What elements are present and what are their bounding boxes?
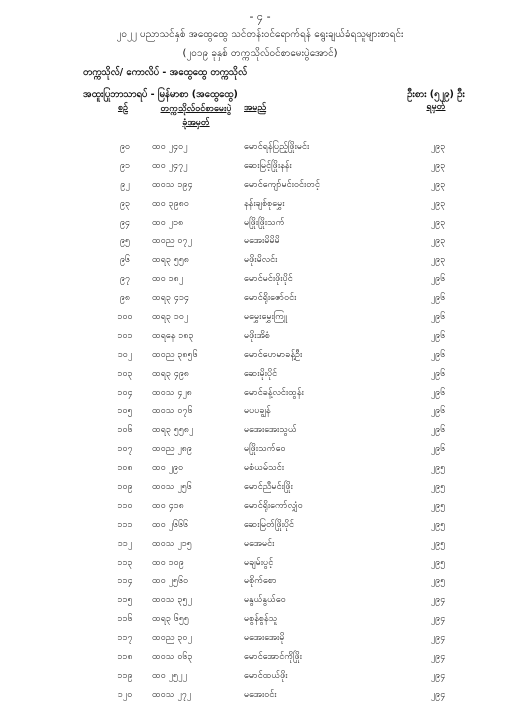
serial-cell: ၁၁၁ [117, 519, 133, 530]
score-cell: ၂၉၆ [430, 349, 446, 360]
table-row [0, 518, 520, 537]
roll-cell: ထဝ ၂၉၀ [152, 463, 184, 474]
table-row [0, 537, 520, 556]
table-row [0, 461, 520, 480]
score-cell: ၂၉၆ [430, 444, 446, 455]
table-row [0, 310, 520, 329]
serial-cell: ၁၀၃ [117, 368, 133, 379]
roll-cell: ထဝသ ၃၅၂ [152, 595, 192, 606]
score-cell: ၂၉၄ [430, 595, 446, 606]
table-row [0, 612, 520, 631]
table-row [0, 329, 520, 348]
name-cell: မချမ်းပွင့် [244, 557, 274, 568]
roll-cell: ထဝသ ၀၇၆ [152, 406, 193, 417]
score-cell: ၂၉၆ [430, 274, 446, 285]
serial-cell: ၉၀ [119, 142, 131, 152]
score-cell: ၂၉၆ [430, 293, 446, 304]
serial-cell: ၁၁၀ [117, 500, 133, 511]
table-row [0, 178, 520, 197]
serial-cell: ၁၁၇ [117, 633, 133, 644]
serial-cell: ၁၁၉ [117, 670, 133, 681]
roll-cell: ထဝည ၀၇၂ [152, 236, 192, 247]
name-cell: မောင်ထယ်ဖိုး [244, 670, 288, 681]
roll-cell: ထဝသ ၀၆၃ [152, 652, 193, 663]
score-cell: ၂၉၅ [430, 463, 446, 474]
table-row [0, 593, 520, 612]
name-cell: မစိုက်စော [244, 576, 277, 587]
university-heading: တက္ကသိုလ်/ ကောလိပ် - အထွေထွေ တက္ကသိုလ် [83, 67, 248, 78]
table-row [0, 234, 520, 253]
serial-cell: ၉၅ [119, 236, 131, 247]
roll-cell: ထရ၃ ၄၉၈ [152, 368, 190, 379]
name-cell: ဆေးမြင့်ဖြိုးနန်း [244, 160, 292, 171]
score-cell: ၂၉၃ [430, 142, 446, 152]
serial-column-header: စဉ် [117, 103, 129, 113]
roll-cell: ထဝ ၂၅၂၂ [152, 670, 187, 681]
table-row [0, 688, 520, 707]
score-cell: ၂၉၅ [430, 538, 446, 549]
serial-cell: ၁၂၀ [117, 689, 133, 700]
name-cell: ဆေးမြတ်ဖြိုးပိုင် [244, 519, 295, 530]
table-row [0, 650, 520, 669]
serial-cell: ၁၀၈ [117, 463, 133, 474]
roll-cell: ထဝသ ၂၁၅ [152, 538, 192, 549]
roll-cell: ထဝ ၂၅၆၀ [152, 576, 189, 587]
table-row [0, 159, 520, 178]
serial-cell: ၁၁၂ [117, 538, 133, 549]
serial-cell: ၉၄ [119, 217, 131, 228]
name-cell: မနွယ်နွယ်ဝေ [244, 595, 286, 606]
score-cell: ၂၉၆ [430, 387, 446, 398]
roll-cell: ထဝ ၄၁၈ [152, 500, 184, 511]
table-row [0, 367, 520, 386]
roll-cell: ထဝ ၂၄၀၂ [152, 142, 188, 152]
name-cell: မအေးဝင်း [244, 689, 277, 700]
table-row [0, 140, 520, 159]
name-cell: မဖြိုးသက်ဝေ [244, 444, 286, 455]
table-row [0, 386, 520, 405]
roll-cell: ထရ၃ ၁၀၂ [152, 312, 189, 323]
name-cell: မဖိုးမိလင်း [244, 255, 278, 266]
name-cell: မောင်ရိုးကော်လျှံဝ [244, 500, 303, 511]
table-row [0, 499, 520, 518]
table-row [0, 348, 520, 367]
score-cell: ၂၉၅ [430, 557, 446, 568]
score-cell: ၂၉၅ [430, 482, 446, 493]
serial-cell: ၁၀၉ [117, 482, 133, 493]
score-column-header: ရမှတ် [426, 102, 446, 112]
serial-cell: ၁၀၄ [117, 387, 133, 398]
serial-cell: ၁၁၈ [117, 652, 133, 663]
serial-cell: ၁၀၂ [117, 349, 133, 360]
name-cell: မဖိုးအိစံ [244, 330, 270, 341]
name-cell: မဖြိုးဖြိုးသက် [244, 217, 285, 228]
roll-cell: ထရ၃ ၅၅၈ [152, 255, 190, 266]
table-row [0, 480, 520, 499]
name-cell: မောင်ခန့်လင်းထွန်း [244, 387, 304, 398]
roll-cell: ထရ၃ ၅၅၈၂ [152, 425, 194, 436]
score-cell: ၂၉၆ [430, 425, 446, 436]
serial-cell: ၁၁၅ [117, 595, 133, 606]
major-heading: အထူးပြုဘာသာရပ် - မြန်မာစာ (အထွေထွေ) [83, 89, 238, 100]
score-cell: ၂၉၃ [430, 255, 446, 266]
table-row [0, 404, 520, 423]
score-cell: ၂၉၄ [430, 652, 446, 663]
score-cell: ၂၉၃ [430, 179, 446, 190]
serial-cell: ၉၁ [119, 160, 131, 171]
score-cell: ၂၉၅ [430, 519, 446, 530]
roll-cell: ထဝ ၁၀၉ [152, 557, 184, 568]
serial-cell: ၉၇ [119, 274, 131, 285]
table-row [0, 197, 520, 216]
roll-cell: ထဝသ ၄၂၈ [152, 387, 192, 398]
score-cell: ၂၉၆ [430, 312, 446, 323]
score-cell: ၂၉၄ [430, 670, 446, 681]
name-cell: မောင်ရန်ပြည့်ဖြိုးမင်း [244, 142, 310, 152]
name-cell: ဆေးမိုးပိုင် [244, 368, 278, 379]
score-cell: ၂၉၃ [430, 217, 446, 228]
roll-cell: ထရနေ ၁၈၃ [152, 330, 194, 341]
name-cell: မောင်အောင်ကိုဖြိုး [244, 652, 302, 663]
roll-column-header [146, 102, 246, 130]
table-row [0, 574, 520, 593]
serial-cell: ၁၀၅ [117, 406, 133, 417]
roll-cell: ထဝသ ၂၅၆ [152, 482, 192, 493]
table-row [0, 216, 520, 235]
name-cell: မောင်ညီမင်းဖြိုး [244, 482, 293, 493]
roll-cell: ထရ၃ ၄၁၄ [152, 293, 189, 304]
name-cell: မအေးအေးသွယ် [244, 425, 297, 436]
table-row [0, 631, 520, 650]
score-cell: ၂၉၆ [430, 368, 446, 379]
serial-cell: ၁၀၀ [117, 312, 133, 323]
name-cell: မောင်ကျော်မင်းဝင်းတင့် [244, 179, 321, 190]
table-row [0, 556, 520, 575]
serial-cell: ၉၆ [119, 255, 131, 266]
table-row [0, 669, 520, 688]
score-header-count: ဦးစား (၅၂၉) ဦး [407, 89, 465, 100]
serial-cell: ၁၀၇ [117, 444, 133, 455]
name-cell: မအေမင်း [244, 538, 275, 549]
score-cell: ၂၉၆ [430, 330, 446, 341]
serial-cell: ၉၂ [120, 179, 130, 190]
name-cell: မောင်ဟေမာခန့်ဦး [244, 349, 303, 360]
roll-cell: ထဝ ၂၆၆၆ [152, 519, 189, 530]
table-row [0, 423, 520, 442]
serial-cell: ၉၃ [119, 198, 131, 209]
score-cell: ၂၉၄ [430, 633, 446, 644]
score-cell: ၂၉၆ [430, 406, 446, 417]
serial-cell: ၁၁၆ [117, 614, 133, 625]
score-cell: ၂၉၃ [430, 160, 446, 171]
page-number: - ၄ - [249, 10, 271, 23]
roll-cell: ထဝ ၃၉၈၀ [152, 198, 189, 209]
document-subtitle: (၂၀၁၉ ခုနှစ် တက္ကသိုလ်ဝင်စာမေးပွဲအောင်) [182, 48, 338, 59]
roll-header-line1: တက္ကသိုလ်ဝင်စာမေးပွဲ [160, 104, 232, 114]
serial-cell: ၉၈ [119, 293, 131, 304]
results-table [0, 140, 520, 707]
document-title: ၂၀၂၂ ပညာသင်နှစ် အထွေထွေ သင်တန်းဝင်ရောက်ရန် ရွေးချယ်ခံရသူများစာရင်း [116, 29, 404, 40]
name-cell: မောင်ရိုးဇော်ဝင်း [244, 293, 297, 304]
table-row [0, 272, 520, 291]
roll-cell: ထဝသ ၂၇၂ [152, 689, 192, 700]
roll-header-line2: ခုံအမှတ် [182, 118, 210, 128]
roll-cell: ထဝည ၃၀၂ [152, 633, 192, 644]
roll-cell: ထဝသ ၁၉၄ [152, 179, 193, 190]
name-cell: မအေးမိမိမိ [244, 236, 280, 247]
name-cell: မပပချွန် [244, 406, 271, 417]
name-cell: မစံယမ်သင်း [244, 463, 285, 474]
serial-cell: ၁၀၆ [117, 425, 133, 436]
score-cell: ၂၉၅ [430, 500, 446, 511]
score-cell: ၂၉၃ [430, 236, 446, 247]
score-cell: ၂၉၄ [430, 614, 446, 625]
roll-cell: ထဝည ၃၈၅၆ [152, 349, 198, 360]
name-cell: မအေးအေးမို [244, 633, 285, 644]
roll-cell: ထဝ ၂၄၇၂ [152, 160, 188, 171]
name-cell: မမွှေးမွှေးကြူ [244, 312, 287, 323]
serial-cell: ၁၁၄ [117, 576, 133, 587]
score-cell: ၂၉၃ [430, 198, 446, 209]
roll-cell: ထဝ ၁၈၂ [152, 274, 184, 285]
serial-cell: ၁၁၃ [117, 557, 133, 568]
roll-cell: ထဝ ၂၁၈ [152, 217, 184, 228]
name-column-header: အမည် [244, 103, 267, 113]
score-cell: ၂၉၄ [430, 689, 446, 700]
roll-cell: ထရ၃ ၆၅၅ [152, 614, 189, 625]
table-row [0, 253, 520, 272]
name-cell: မောင်မင်းဖိုးပိုင် [244, 274, 293, 285]
table-row [0, 291, 520, 310]
serial-cell: ၁၀၁ [117, 330, 133, 341]
table-row [0, 442, 520, 461]
score-cell: ၂၉၅ [430, 576, 446, 587]
roll-cell: ထဝည ၂၈၉ [152, 444, 192, 455]
name-cell: နန်းချစ်စုမွှေး [244, 198, 285, 209]
name-cell: မစွန်စွန်သူ [244, 614, 278, 625]
